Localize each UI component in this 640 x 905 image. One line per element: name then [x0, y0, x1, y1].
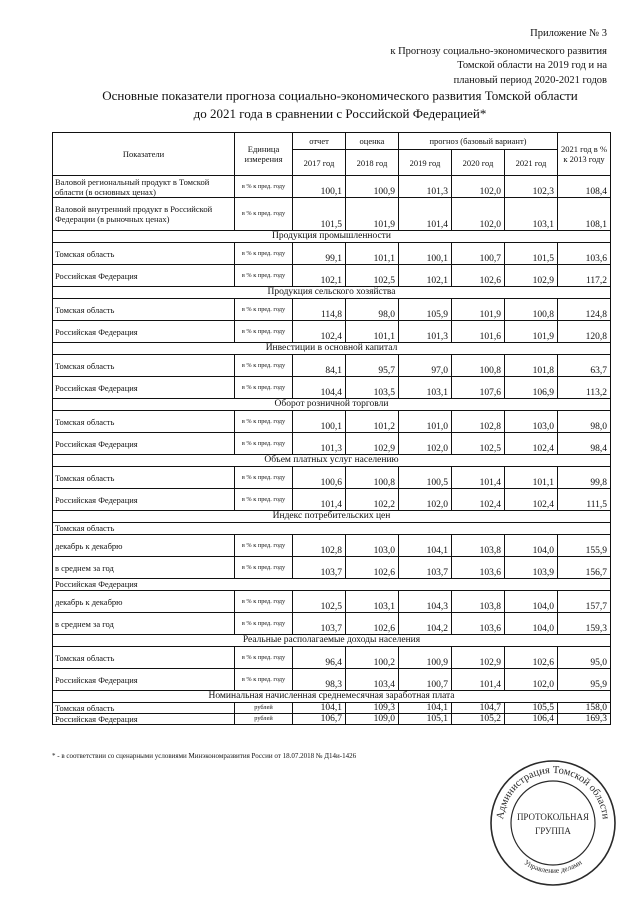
row-value: 105,1 — [399, 714, 452, 725]
official-stamp — [488, 758, 618, 888]
row-value: 102,6 — [346, 557, 399, 579]
subsection-row — [53, 523, 611, 535]
row-value: 63,7 — [558, 355, 611, 377]
section-row — [53, 691, 611, 703]
subsection-row — [53, 579, 611, 591]
row-value: 102,1 — [293, 265, 346, 287]
row-value: 101,6 — [452, 321, 505, 343]
row-indicator-name: Российская Федерация — [53, 669, 235, 691]
row-indicator-name: декабрь к декабрю — [53, 535, 235, 557]
row-value: 104,2 — [399, 613, 452, 635]
row-value: 100,8 — [505, 299, 558, 321]
section-row — [53, 635, 611, 647]
row-value: 101,4 — [399, 198, 452, 231]
row-value: 108,1 — [558, 198, 611, 231]
row-unit: в % к пред. году — [235, 613, 293, 635]
row-indicator-name: Валовой региональный продукт в Томской области (в основных ценах) — [53, 176, 235, 198]
section-title: Инвестиции в основной капитал — [53, 343, 611, 355]
row-value: 104,0 — [505, 591, 558, 613]
row-value: 101,9 — [452, 299, 505, 321]
row-value: 102,0 — [505, 669, 558, 691]
header-fact: отчет — [293, 133, 346, 150]
row-indicator-name: Томская область — [53, 299, 235, 321]
document-title — [60, 87, 620, 123]
row-unit: в % к пред. году — [235, 243, 293, 265]
row-indicator-name: Российская Федерация — [53, 433, 235, 455]
table-row — [53, 299, 611, 321]
row-unit: в % к пред. году — [235, 265, 293, 287]
row-value: 103,8 — [452, 535, 505, 557]
row-value: 106,9 — [505, 377, 558, 399]
row-value: 95,9 — [558, 669, 611, 691]
row-value: 103,6 — [452, 557, 505, 579]
row-indicator-name: Российская Федерация — [53, 321, 235, 343]
row-value: 102,5 — [346, 265, 399, 287]
row-unit: в % к пред. году — [235, 557, 293, 579]
row-value: 100,5 — [399, 467, 452, 489]
row-value: 102,3 — [505, 176, 558, 198]
header-unit: Единица измерения — [235, 133, 293, 176]
row-value: 101,0 — [399, 411, 452, 433]
stamp-ring-bottom-text: Управление делами — [522, 857, 584, 876]
row-indicator-name: в среднем за год — [53, 557, 235, 579]
subsection-title: Томская область — [53, 523, 611, 535]
row-unit: в % к пред. году — [235, 411, 293, 433]
subsection-title: Российская Федерация — [53, 579, 611, 591]
row-value: 101,3 — [399, 176, 452, 198]
row-value: 101,1 — [505, 467, 558, 489]
row-value: 103,1 — [505, 198, 558, 231]
annex-line: Томской области на 2019 год и на — [457, 60, 607, 71]
table-row — [53, 321, 611, 343]
row-value: 103,6 — [452, 613, 505, 635]
section-title: Объем платных услуг населению — [53, 455, 611, 467]
row-value: 98,0 — [558, 411, 611, 433]
row-indicator-name: Томская область — [53, 243, 235, 265]
row-value: 102,6 — [505, 647, 558, 669]
row-value: 101,1 — [346, 243, 399, 265]
row-value: 102,4 — [505, 433, 558, 455]
table-row — [53, 714, 611, 725]
row-value: 100,8 — [346, 467, 399, 489]
row-value: 105,9 — [399, 299, 452, 321]
section-row — [53, 231, 611, 243]
annex-line: плановый период 2020-2021 годов — [453, 74, 607, 86]
row-value: 95,0 — [558, 647, 611, 669]
row-value: 103,5 — [346, 377, 399, 399]
row-value: 102,8 — [452, 411, 505, 433]
row-value: 101,3 — [399, 321, 452, 343]
row-value: 103,7 — [293, 613, 346, 635]
row-value: 111,5 — [558, 489, 611, 511]
section-row — [53, 455, 611, 467]
title-line: до 2021 года в сравнении с Российской Федерацией* — [193, 106, 487, 121]
row-unit: рублей — [235, 703, 293, 714]
row-unit: в % к пред. году — [235, 176, 293, 198]
row-value: 100,8 — [452, 355, 505, 377]
row-value: 158,0 — [558, 703, 611, 714]
row-value: 100,2 — [346, 647, 399, 669]
row-value: 104,4 — [293, 377, 346, 399]
table-row — [53, 411, 611, 433]
row-indicator-name: Томская область — [53, 411, 235, 433]
section-title: Реальные располагаемые доходы населения — [53, 635, 611, 647]
table-body — [53, 176, 611, 725]
table-row — [53, 489, 611, 511]
row-value: 104,1 — [399, 535, 452, 557]
section-row — [53, 343, 611, 355]
row-value: 102,6 — [452, 265, 505, 287]
row-value: 103,8 — [452, 591, 505, 613]
row-value: 97,0 — [399, 355, 452, 377]
row-value: 103,1 — [346, 591, 399, 613]
row-value: 102,0 — [452, 198, 505, 231]
row-value: 169,3 — [558, 714, 611, 725]
row-value: 104,7 — [452, 703, 505, 714]
row-unit: в % к пред. году — [235, 433, 293, 455]
row-value: 156,7 — [558, 557, 611, 579]
row-indicator-name: декабрь к декабрю — [53, 591, 235, 613]
header-estimate: оценка — [346, 133, 399, 150]
section-title: Индекс потребительских цен — [53, 511, 611, 523]
row-indicator-name: Российская Федерация — [53, 377, 235, 399]
row-unit: в % к пред. году — [235, 535, 293, 557]
row-value: 100,6 — [293, 467, 346, 489]
row-value: 106,7 — [293, 714, 346, 725]
row-value: 103,4 — [346, 669, 399, 691]
section-row — [53, 287, 611, 299]
row-indicator-name: Томская область — [53, 467, 235, 489]
row-value: 101,3 — [293, 433, 346, 455]
row-unit: в % к пред. году — [235, 198, 293, 231]
row-value: 109,3 — [346, 703, 399, 714]
row-value: 106,4 — [505, 714, 558, 725]
row-indicator-name: Томская область — [53, 355, 235, 377]
row-value: 102,6 — [346, 613, 399, 635]
section-row — [53, 399, 611, 411]
row-value: 84,1 — [293, 355, 346, 377]
row-indicator-name: Российская Федерация — [53, 489, 235, 511]
row-value: 98,3 — [293, 669, 346, 691]
row-value: 100,7 — [399, 669, 452, 691]
row-indicator-name: Томская область — [53, 703, 235, 714]
row-value: 101,1 — [346, 321, 399, 343]
row-value: 101,5 — [293, 198, 346, 231]
row-value: 100,9 — [399, 647, 452, 669]
row-value: 101,5 — [505, 243, 558, 265]
table-row — [53, 467, 611, 489]
table-row — [53, 265, 611, 287]
row-value: 157,7 — [558, 591, 611, 613]
section-title: Продукция промышленности — [53, 231, 611, 243]
footnote: * - в соответствии со сценарными условиями Минэкономразвития России от 18.07.2018 № Д14и-1426 — [52, 752, 357, 760]
row-value: 124,8 — [558, 299, 611, 321]
row-value: 104,1 — [399, 703, 452, 714]
row-unit: в % к пред. году — [235, 647, 293, 669]
header-year-2019: 2019 год — [399, 150, 452, 176]
row-unit: в % к пред. году — [235, 355, 293, 377]
header-year-2018: 2018 год — [346, 150, 399, 176]
row-value: 159,3 — [558, 613, 611, 635]
row-value: 105,2 — [452, 714, 505, 725]
header-total: 2021 год в % к 2013 году — [558, 133, 611, 176]
row-value: 102,1 — [399, 265, 452, 287]
stamp-inner-ring — [511, 781, 595, 865]
row-value: 102,4 — [505, 489, 558, 511]
row-value: 102,5 — [293, 591, 346, 613]
table-row — [53, 591, 611, 613]
row-value: 100,1 — [293, 176, 346, 198]
row-value: 102,9 — [346, 433, 399, 455]
row-value: 102,0 — [399, 489, 452, 511]
row-value: 102,2 — [346, 489, 399, 511]
row-unit: в % к пред. году — [235, 489, 293, 511]
row-value: 101,8 — [505, 355, 558, 377]
table-row — [53, 669, 611, 691]
row-value: 99,1 — [293, 243, 346, 265]
row-value: 101,9 — [346, 198, 399, 231]
table-row — [53, 613, 611, 635]
section-row — [53, 511, 611, 523]
row-value: 102,8 — [293, 535, 346, 557]
row-value: 101,4 — [452, 669, 505, 691]
row-value: 98,0 — [346, 299, 399, 321]
row-value: 117,2 — [558, 265, 611, 287]
row-value: 104,0 — [505, 535, 558, 557]
table-row — [53, 377, 611, 399]
table-row — [53, 176, 611, 198]
row-value: 104,1 — [293, 703, 346, 714]
row-value: 103,6 — [558, 243, 611, 265]
row-unit: в % к пред. году — [235, 467, 293, 489]
row-value: 100,1 — [399, 243, 452, 265]
row-value: 101,2 — [346, 411, 399, 433]
header-year-2017: 2017 год — [293, 150, 346, 176]
row-value: 114,8 — [293, 299, 346, 321]
row-value: 102,0 — [399, 433, 452, 455]
table-row — [53, 535, 611, 557]
row-value: 120,8 — [558, 321, 611, 343]
row-value: 109,0 — [346, 714, 399, 725]
row-value: 113,2 — [558, 377, 611, 399]
section-title: Оборот розничной торговли — [53, 399, 611, 411]
row-value: 100,9 — [346, 176, 399, 198]
row-value: 104,0 — [505, 613, 558, 635]
table-row — [53, 433, 611, 455]
table-row — [53, 355, 611, 377]
stamp-center-line1: ПРОТОКОЛЬНАЯ — [516, 812, 590, 822]
row-value: 103,0 — [346, 535, 399, 557]
header-forecast: прогноз (базовый вариант) — [399, 133, 558, 150]
row-unit: в % к пред. году — [235, 321, 293, 343]
indicators-table — [52, 132, 611, 725]
annex-header — [390, 27, 607, 88]
annex-line: к Прогнозу социально-экономического развития — [390, 45, 607, 57]
row-value: 98,4 — [558, 433, 611, 455]
row-value: 107,6 — [452, 377, 505, 399]
section-title: Номинальная начисленная среднемесячная заработная плата — [53, 691, 611, 703]
row-value: 103,7 — [293, 557, 346, 579]
row-indicator-name: Российская Федерация — [53, 714, 235, 725]
row-value: 102,4 — [452, 489, 505, 511]
stamp-ring-text: Администрация Томской области — [495, 764, 611, 820]
row-value: 96,4 — [293, 647, 346, 669]
row-value: 100,7 — [452, 243, 505, 265]
section-title: Продукция сельского хозяйства — [53, 287, 611, 299]
row-value: 103,0 — [505, 411, 558, 433]
row-value: 103,9 — [505, 557, 558, 579]
row-value: 102,0 — [452, 176, 505, 198]
row-indicator-name: Российская Федерация — [53, 265, 235, 287]
row-unit: рублей — [235, 714, 293, 725]
row-unit: в % к пред. году — [235, 669, 293, 691]
row-value: 102,5 — [452, 433, 505, 455]
row-unit: в % к пред. году — [235, 377, 293, 399]
row-value: 155,9 — [558, 535, 611, 557]
row-indicator-name: в среднем за год — [53, 613, 235, 635]
header-year-2020: 2020 год — [452, 150, 505, 176]
row-value: 103,7 — [399, 557, 452, 579]
row-value: 108,4 — [558, 176, 611, 198]
stamp-center-line2: ГРУППА — [535, 826, 571, 836]
row-value: 103,1 — [399, 377, 452, 399]
row-value: 105,5 — [505, 703, 558, 714]
row-value: 104,3 — [399, 591, 452, 613]
annex-number: Приложение № 3 — [530, 28, 607, 39]
row-value: 101,4 — [452, 467, 505, 489]
header-year-2021: 2021 год — [505, 150, 558, 176]
row-value: 102,9 — [505, 265, 558, 287]
row-value: 102,9 — [452, 647, 505, 669]
row-value: 102,4 — [293, 321, 346, 343]
row-value: 95,7 — [346, 355, 399, 377]
row-value: 99,8 — [558, 467, 611, 489]
row-value: 101,4 — [293, 489, 346, 511]
table-row — [53, 703, 611, 714]
row-value: 100,1 — [293, 411, 346, 433]
row-indicator-name: Валовой внутренний продукт в Российской Федерации (в рыночных ценах) — [53, 198, 235, 231]
row-indicator-name: Томская область — [53, 647, 235, 669]
title-line: Основные показатели прогноза социально-экономического развития Томской области — [102, 88, 578, 103]
row-unit: в % к пред. году — [235, 591, 293, 613]
table-row — [53, 647, 611, 669]
table-row — [53, 198, 611, 231]
row-value: 101,9 — [505, 321, 558, 343]
table-row — [53, 243, 611, 265]
header-indicators: Показатели — [53, 133, 235, 176]
row-unit: в % к пред. году — [235, 299, 293, 321]
table-row — [53, 557, 611, 579]
